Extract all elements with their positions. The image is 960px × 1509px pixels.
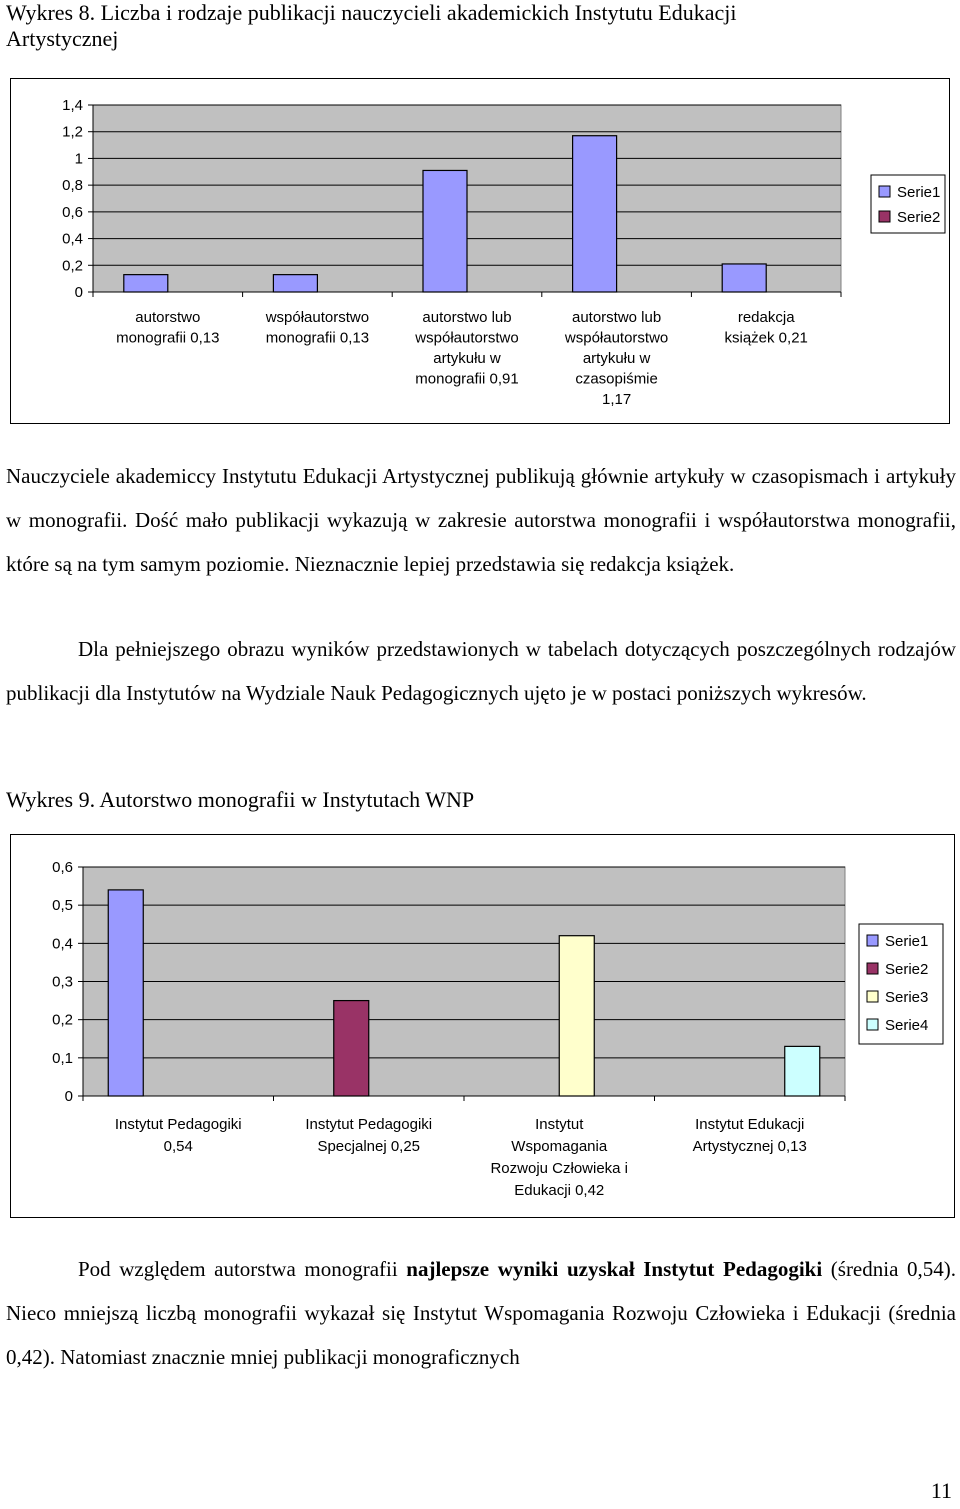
legend-label: Serie1 [897,184,941,201]
paragraph-1: Nauczyciele akademiccy Instytutu Edukacji Artystycznej publikują głównie artykuły w czasopismach i artykuły w monografii. Dość mało publikacji wykazują w zakresie autorstwa monografii i współautorstwa monografii, które są na tym samym poziomie. Nieznacznie lepiej przedstawia się redakcja książek. [6,464,956,576]
legend-swatch [867,935,878,946]
chart1-frame [10,78,950,424]
x-category-label-line: Instytut Edukacji [695,1116,805,1133]
y-tick-label: 0,8 [62,177,83,195]
legend-swatch [867,991,878,1002]
paragraph-3-part2: (średnia 0,54). Nieco mniejszą liczbą monografii wykazał się Instytut Wspomagania Rozwoju Człowieka i Edukacji (średnia 0,42). Natomiast znacznie mniej publikacji monograficznych [6,1257,956,1369]
y-tick-label: 0,2 [62,257,83,275]
y-tick-label: 0,4 [52,935,73,953]
legend-swatch [879,186,890,197]
x-category-label-line: Instytut Pedagogiki [114,1116,242,1133]
x-category-label-line: współautorstwo [564,329,669,347]
x-category-label-line: czasopiśmie [575,370,658,388]
x-category-label-line: książek 0,21 [724,329,808,347]
bar [722,264,766,292]
legend-swatch [867,963,878,974]
x-category-label-line: autorstwo lub [422,309,512,326]
bar [124,275,168,292]
chart2-frame [10,834,955,1218]
bar [785,1046,820,1096]
y-tick-label: 0,6 [52,859,73,876]
x-category-label-line: artykułu w [433,350,501,367]
bar [273,275,317,292]
y-tick-label: 0,5 [52,897,73,915]
legend-label: Serie1 [885,933,929,950]
x-category-label-line: monografii 0,91 [415,370,519,388]
y-tick-label: 0,6 [62,203,83,221]
bar [334,1001,369,1096]
x-category-label [693,1116,807,1155]
legend-label: Serie3 [885,989,929,1006]
chart1-caption-line1: Wykres 8. Liczba i rodzaje publikacji nauczycieli akademickich Instytutu Edukacji [6,0,737,25]
x-category-label-line: 1,17 [601,391,632,408]
chart2-svg [11,835,954,1217]
x-category-label-line: redakcja [737,309,795,326]
y-tick-label: 1,4 [62,97,83,114]
x-category-label-line: Wspomagania [511,1138,608,1155]
chart2-caption: Wykres 9. Autorstwo monografii w Instytutach WNP [6,787,475,812]
paragraph-3 [6,1247,956,1379]
x-category-label [564,309,668,408]
x-category-label-line: Specjalnej 0,25 [317,1138,421,1155]
x-category-label-line: współautorstwo [415,329,519,347]
paragraph-2: Dla pełniejszego obrazu wyników przedstawionych w tabelach dotyczących poszczególnych rodzajów publikacji dla Instytutów na Wydziale Nauk Pedagogicznych ujęto je w postaci poniższych wykresów. [6,637,956,705]
x-category-label [116,309,219,347]
x-category-label [265,309,369,347]
bar [108,890,143,1096]
x-category-label-line: monografii 0,13 [265,329,370,347]
legend-swatch [867,1019,878,1030]
x-category-label-line: artykułu w [582,350,651,367]
legend-swatch [879,211,890,222]
paragraph-3-part1: Pod względem autorstwa monografii [78,1257,407,1281]
legend-label: Serie2 [897,209,941,226]
y-tick-label: 0,4 [62,230,83,248]
x-category-label [414,309,518,388]
x-category-label-line: Instytut Pedagogiki [305,1116,433,1133]
x-category-label-line: autorstwo lub [571,309,662,326]
chart1-caption [6,0,737,52]
legend-label: Serie2 [885,961,929,978]
page-number: 11 [930,1478,952,1503]
x-category-label-line: współautorstwo [265,309,370,326]
legend-label: Serie4 [885,1017,929,1034]
bar [423,170,467,292]
y-tick-label: 0,1 [52,1049,73,1067]
paragraph-3-bold: najlepsze wyniki uzyskał Instytut Pedagogiki [406,1257,823,1281]
x-category-label-line: 0,54 [163,1138,193,1155]
x-category-label-line: Edukacji 0,42 [514,1182,605,1199]
chart1-caption-line2: Artystycznej [6,26,119,51]
y-tick-label: 0 [74,284,83,301]
x-category-label-line: monografii 0,13 [116,329,220,347]
x-category-label [305,1116,432,1155]
bar [573,136,617,292]
bar [559,936,594,1096]
x-category-label-line: autorstwo [135,309,201,326]
x-category-label-line: Instytut [535,1116,584,1133]
y-tick-label: 1,2 [62,123,83,141]
x-category-label [725,309,808,347]
y-tick-label: 0,2 [52,1011,73,1029]
y-tick-label: 1 [74,150,83,168]
y-tick-label: 0,3 [52,973,73,991]
x-category-label-line: Artystycznej 0,13 [692,1138,807,1155]
x-category-label-line: Rozwoju Człowieka i [490,1160,629,1177]
x-category-label [490,1116,628,1199]
x-category-label [115,1116,242,1155]
chart1-svg [11,79,949,423]
y-tick-label: 0 [64,1088,73,1105]
